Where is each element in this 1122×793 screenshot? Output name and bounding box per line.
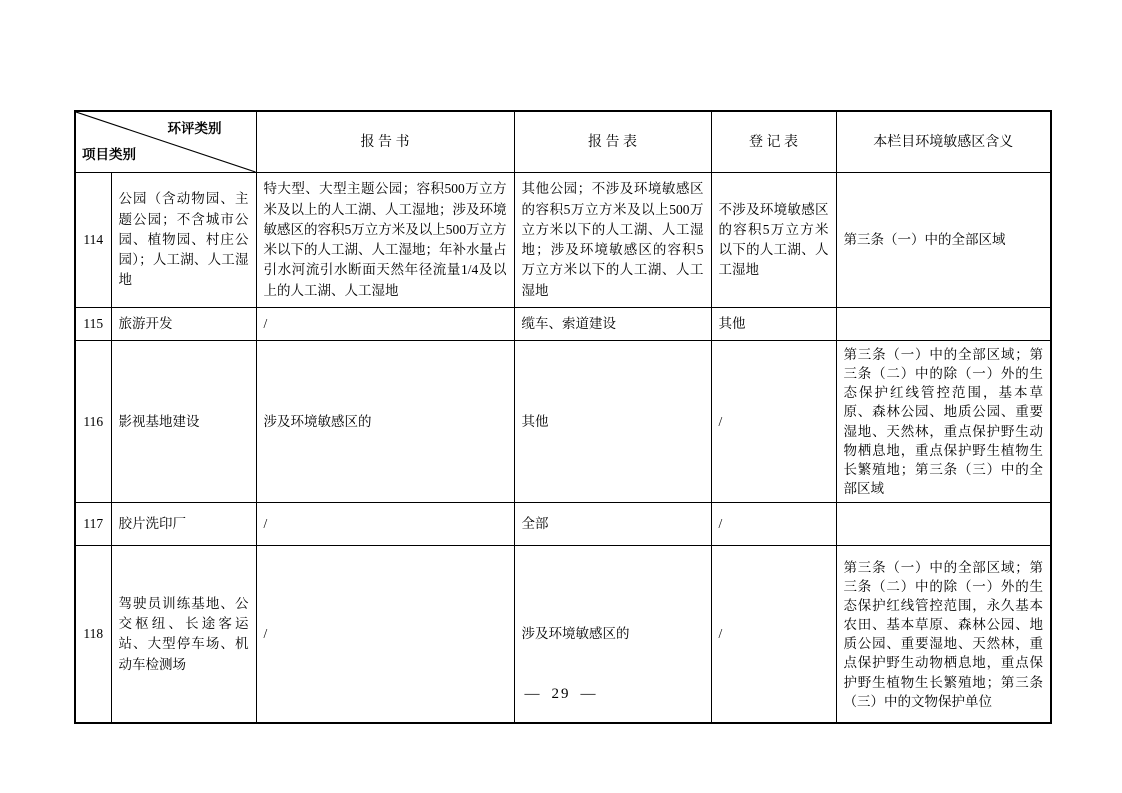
header-report-book: 报 告 书 xyxy=(256,111,514,173)
page-number-footer xyxy=(0,686,1122,703)
table-row xyxy=(75,341,1051,503)
cell-category: 公园（含动物园、主题公园；不含城市公园、植物园、村庄公园）；人工湖、人工湿地 xyxy=(111,173,256,308)
cell-meaning: 第三条（一）中的全部区域；第三条（二）中的除（一）外的生态保护红线管控范围，永久基本农田、基本草原、森林公园、地质公园、重要湿地、天然林，重点保护野生动物栖息地，重点保护野生植物生长繁殖地；第三条（三）中的文物保护单位 xyxy=(836,546,1051,724)
table-header-row xyxy=(75,111,1051,173)
cell-row-id: 117 xyxy=(75,503,111,546)
cell-registration: 不涉及环境敏感区的容积5万立方米以下的人工湖、人工湿地 xyxy=(711,173,836,308)
cell-registration: / xyxy=(711,546,836,724)
cell-meaning: 第三条（一）中的全部区域 xyxy=(836,173,1051,308)
footer-dash-left: — xyxy=(524,686,542,702)
cell-row-id: 116 xyxy=(75,341,111,503)
cell-report-book: / xyxy=(256,546,514,724)
table-row xyxy=(75,503,1051,546)
cell-meaning xyxy=(836,308,1051,341)
page-number: 29 xyxy=(551,686,571,702)
cell-meaning: 第三条（一）中的全部区域；第三条（二）中的除（一）外的生态保护红线管控范围，基本草原、森林公园、地质公园、重要湿地、天然林，重点保护野生动物栖息地，重点保护野生植物生长繁殖地；第三条（三）中的全部区域 xyxy=(836,341,1051,503)
cell-report-table: 其他 xyxy=(514,341,711,503)
cell-category: 旅游开发 xyxy=(111,308,256,341)
header-report-table: 报 告 表 xyxy=(514,111,711,173)
diagonal-header-cell xyxy=(75,111,256,173)
cell-category: 胶片洗印厂 xyxy=(111,503,256,546)
footer-dash-right: — xyxy=(580,686,598,702)
cell-report-book: 涉及环境敏感区的 xyxy=(256,341,514,503)
table-row xyxy=(75,308,1051,341)
cell-report-book: 特大型、大型主题公园；容积500万立方米及以上的人工湖、人工湿地；涉及环境敏感区的容积5万立方米及以上500万立方米以下的人工湖、人工湿地；年补水量占引水河流引水断面天然年径流量1/4及以上的人工湖、人工湿地 xyxy=(256,173,514,308)
cell-meaning xyxy=(836,503,1051,546)
header-meaning: 本栏目环境敏感区含义 xyxy=(836,111,1051,173)
cell-category: 驾驶员训练基地、公交枢纽、长途客运站、大型停车场、机动车检测场 xyxy=(111,546,256,724)
header-registration: 登 记 表 xyxy=(711,111,836,173)
cell-report-table: 全部 xyxy=(514,503,711,546)
classification-table xyxy=(74,110,1052,724)
cell-row-id: 115 xyxy=(75,308,111,341)
cell-registration: 其他 xyxy=(711,308,836,341)
cell-registration: / xyxy=(711,503,836,546)
cell-report-table: 其他公园；不涉及环境敏感区的容积5万立方米及以上500万立方米以下的人工湖、人工湿地；涉及环境敏感区的容积5万立方米以下的人工湖、人工湿地 xyxy=(514,173,711,308)
cell-report-book: / xyxy=(256,308,514,341)
cell-report-book: / xyxy=(256,503,514,546)
header-project-category-label: 项目类别 xyxy=(82,146,136,162)
cell-report-table: 涉及环境敏感区的 xyxy=(514,546,711,724)
cell-row-id: 114 xyxy=(75,173,111,308)
cell-row-id: 118 xyxy=(75,546,111,724)
header-eia-category-label: 环评类别 xyxy=(167,121,222,136)
cell-report-table: 缆车、索道建设 xyxy=(514,308,711,341)
cell-registration: / xyxy=(711,341,836,503)
table-row xyxy=(75,173,1051,308)
cell-category: 影视基地建设 xyxy=(111,341,256,503)
